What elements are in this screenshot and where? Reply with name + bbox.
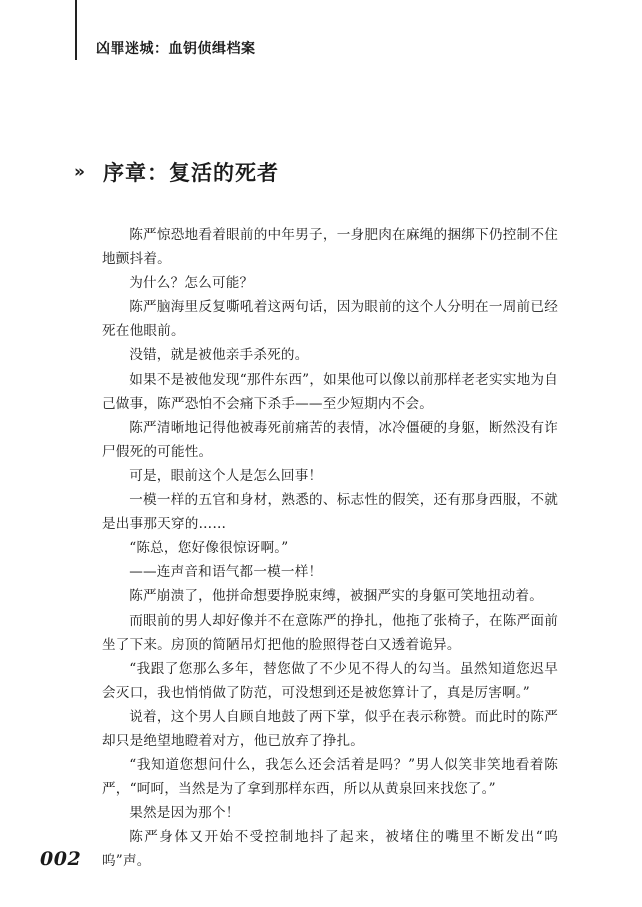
body-text xyxy=(102,223,558,874)
paragraph: 可是，眼前这个人是怎么回事！ xyxy=(129,467,323,484)
paragraph: 说着，这个男人自顾自地鼓了两下掌，似乎在表示称赞。而此时的陈严却只是绝望地瞪着对方，他已放弃了挣扎。 xyxy=(102,708,558,749)
header-divider-line xyxy=(75,0,77,60)
paragraph: 陈严身体又开始不受控制地抖了起来，被堵住的嘴里不断发出“呜呜”声。 xyxy=(102,829,558,870)
paragraph: “我知道您想问什么，我怎么还会活着是吗？”男人似笑非笑地看着陈严，“呵呵，当然是为了拿到那样东西，所以从黄泉回来找您了。” xyxy=(102,757,558,798)
paragraph: ——连声音和语气都一模一样！ xyxy=(129,564,323,581)
paragraph: 如果不是被他发现“那件东西”，如果他可以像以前那样老老实实地为自己做事，陈严恐怕不会痛下杀手——至少短期内不会。 xyxy=(102,371,558,412)
chapter-heading xyxy=(74,157,279,187)
paragraph: 陈严惊恐地看着眼前的中年男子，一身肥肉在麻绳的捆绑下仍控制不住地颤抖着。 xyxy=(102,227,558,268)
paragraph: “陈总，您好像很惊讶啊。” xyxy=(129,540,289,557)
paragraph: 陈严清晰地记得他被毒死前痛苦的表情，冰冷僵硬的身躯，断然没有诈尸假死的可能性。 xyxy=(102,419,558,460)
running-header-book-title: 凶罪迷城：血钥侦缉档案 xyxy=(96,41,256,57)
paragraph: 为什么？怎么可能？ xyxy=(129,275,254,292)
chapter-title: 序章：复活的死者 xyxy=(102,161,279,185)
chapter-marker-icon: » xyxy=(74,162,85,182)
paragraph: 果然是因为那个！ xyxy=(129,805,240,822)
paragraph: 一模一样的五官和身材，熟悉的、标志性的假笑，还有那身西服，不就是出事那天穿的…… xyxy=(102,492,558,533)
paragraph: 陈严脑海里反复嘶吼着这两句话，因为眼前的这个人分明在一周前已经死在他眼前。 xyxy=(102,299,558,340)
paragraph: 陈严崩溃了，他拼命想要挣脱束缚，被捆严实的身躯可笑地扭动着。 xyxy=(129,588,543,605)
page-number: 002 xyxy=(40,848,82,870)
paragraph: 没错，就是被他亲手杀死的。 xyxy=(129,347,309,364)
paragraph: “我跟了您那么多年，替您做了不少见不得人的勾当。虽然知道您迟早会灭口，我也悄悄做了防范，可没想到还是被您算计了，真是厉害啊。” xyxy=(102,660,558,701)
paragraph: 而眼前的男人却好像并不在意陈严的挣扎，他拖了张椅子，在陈严面前坐了下来。房顶的简陋吊灯把他的脸照得苍白又透着诡异。 xyxy=(102,612,558,653)
